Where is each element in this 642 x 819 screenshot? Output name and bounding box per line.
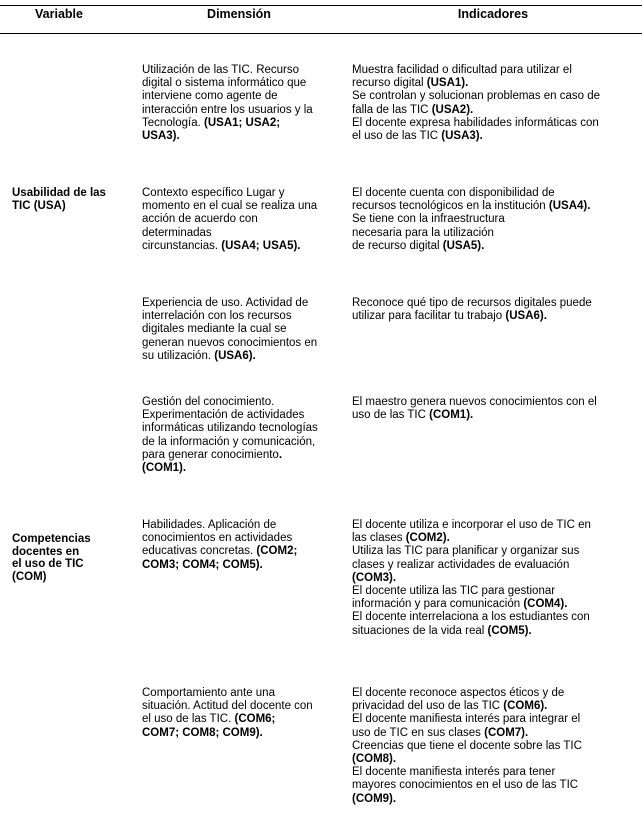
cell-line [352,713,634,726]
cell-line [142,687,336,700]
cell-text: de recurso digital [352,239,443,252]
indicator-cell [352,396,634,422]
dimension-cell [142,187,336,253]
cell-text: privacidad del uso de las TIC [352,700,504,713]
cell-line [352,559,634,572]
cell-line [142,200,336,213]
cell-text: El docente manifiesta interés para integrar el [352,713,581,726]
code-reference: COM7; COM8; COM9). [142,726,263,739]
cell-line [142,519,336,532]
cell-text: situaciones de la vida real [352,624,488,637]
cell-text: uso de las TIC [352,409,430,422]
dimension-cell [142,297,336,363]
variable-label-line: TIC (USA) [12,199,66,212]
cell-text: Utiliza las TIC para planificar y organizar sus [352,545,580,558]
indicator-cell [352,187,634,253]
indicator-cell [352,687,634,806]
code-reference: (USA1). [426,77,469,90]
cell-line [142,310,336,323]
cell-text: educativas concretas. [142,545,257,558]
cell-line [142,396,336,409]
cell-line [142,90,336,103]
cell-line [352,240,634,253]
code-reference: (USA6). [505,310,547,323]
cell-line [352,187,634,200]
code-reference: (USA4). [548,200,591,213]
dimension-cell [142,687,336,740]
cell-text: El maestro genera nuevos conocimientos con el [352,396,597,408]
cell-line [352,779,634,792]
cell-line [352,297,634,310]
cell-line [352,572,634,585]
cell-line [142,297,336,310]
cell-text: interacción entre los usuarios y la [142,103,313,116]
variable-label-line: (COM) [12,570,47,583]
variable-label-line: Usabilidad de las [12,187,106,199]
code-reference: (COM2). [405,532,450,545]
cell-line [142,545,336,558]
dimension-cell [142,396,336,475]
dimension-cell [142,64,336,143]
cell-text: falla de las TIC [352,103,432,116]
cell-text: digitales mediante la cual se [142,323,287,336]
variable-label-line: docentes en [12,545,80,558]
cell-text: El docente reconoce aspectos éticos y de [352,687,565,699]
code-reference: . [278,448,283,461]
cell-line [142,559,336,572]
cell-line [142,323,336,336]
code-reference: (COM1). [142,462,187,475]
cell-line [352,625,634,638]
code-reference: (USA6). [214,349,256,362]
code-reference: (COM3). [352,571,397,584]
cell-text: circunstancias. [142,239,222,252]
cell-text: Experimentación de actividades [142,409,305,422]
cell-line [352,611,634,624]
cell-line [142,227,336,240]
cell-text: digital o sistema informático que [142,77,307,90]
cell-text: de la información y comunicación, [142,435,316,448]
cell-text: Se tiene con la infraestructura [352,213,505,226]
cell-line [352,396,634,409]
cell-line [142,77,336,90]
cell-text: Se controlan y solucionan problemas en caso de [352,90,601,103]
cell-text: Habilidades. Aplicación de [142,519,277,531]
cell-line [352,64,634,77]
code-reference: (COM1). [429,409,474,422]
cell-line [352,130,634,143]
variable-com [12,533,122,583]
cell-line [352,200,634,213]
cell-line [352,104,634,117]
cell-line [142,350,336,363]
cell-text: el uso de las TIC. [142,713,235,726]
cell-text: El docente utiliza e incorporar el uso de TIC en [352,519,591,531]
cell-text: Comportamiento ante una [142,687,275,699]
cell-line [352,545,634,558]
cell-line [142,713,336,726]
cell-text: las clases [352,532,406,545]
code-reference: (COM6; [234,713,276,726]
cell-text: Muestra facilidad o dificultad para utilizar el [352,64,572,76]
cell-text: determinadas [142,226,212,239]
cell-text: Tecnología. [142,116,205,129]
cell-line [352,753,634,766]
cell-text: Utilización de las TIC. Recurso [142,64,300,76]
variable-label-line: Competencias [12,533,91,545]
cell-text: El docente interrelaciona a los estudiantes con [352,611,590,624]
cell-text: información y para comunicación [352,598,524,611]
cell-line [142,409,336,422]
cell-line [142,532,336,545]
cell-text: El docente utiliza las TIC para gestionar [352,585,556,598]
cell-text: su utilización. [142,349,215,362]
cell-text: utilizar para facilitar tu trabajo [352,310,506,323]
cell-text: clases y realizar actividades de evaluación [352,558,570,571]
code-reference: (USA4; USA5). [221,239,301,252]
variable-label-line: el uso de TIC [12,558,84,570]
indicator-cell [352,297,634,323]
cell-text: Contexto específico Lugar y [142,187,285,199]
cell-line [352,90,634,103]
cell-line [352,409,634,422]
cell-text: Creencias que tiene el docente sobre las TIC [352,739,582,752]
cell-text: recurso digital [352,77,427,90]
indicator-cell [352,64,634,143]
cell-line [352,213,634,226]
code-reference: USA3). [142,130,180,143]
cell-line [352,310,634,323]
code-reference: (USA3). [441,130,483,143]
cell-line [352,227,634,240]
cell-line [142,449,336,462]
cell-line [352,700,634,713]
cell-line [352,766,634,779]
cell-line [352,740,634,753]
cell-line [352,727,634,740]
code-reference: (USA5). [442,239,485,252]
header-indicators: Indicadores [457,7,529,21]
cell-line [352,532,634,545]
code-reference: (USA2). [431,103,474,116]
indicator-cell [352,519,634,638]
code-reference: (COM8). [352,753,397,766]
cell-text: mayores conocimientos en el uso de las TIC [352,779,579,792]
cell-line [352,585,634,598]
cell-text: uso de TIC en sus clases [352,726,485,739]
code-reference: (COM2; [256,545,298,558]
cell-line [142,104,336,117]
cell-text: Gestión del conocimiento. [142,396,275,408]
code-reference: (USA1; USA2; [204,116,281,129]
header-rule [0,33,642,34]
cell-text: Experiencia de uso. Actividad de [142,297,309,309]
code-reference: (COM4). [523,598,568,611]
cell-line [352,598,634,611]
top-rule [0,5,642,6]
dimension-cell [142,519,336,572]
cell-text: generan nuevos conocimientos en [142,336,318,349]
cell-line [352,687,634,700]
cell-line [352,77,634,90]
cell-line [142,337,336,350]
cell-line [142,117,336,130]
cell-text: el uso de las TIC [352,130,442,143]
cell-line [142,187,336,200]
cell-line [352,793,634,806]
header-dimension: Dimensión [207,7,271,21]
cell-text: interviene como agente de [142,90,278,103]
cell-line [142,130,336,143]
cell-text: El docente expresa habilidades informáticas con [352,116,599,129]
code-reference: (COM7). [484,726,529,739]
cell-line [142,436,336,449]
cell-line [142,64,336,77]
cell-text: momento en el cual se realiza una [142,200,318,213]
cell-line [142,240,336,253]
cell-text: El docente manifiesta interés para tener [352,766,556,779]
cell-text: interrelación con los recursos [142,310,292,323]
header-variable: Variable [35,7,83,21]
cell-text: recursos tecnológicos en la institución [352,200,549,213]
variable-usa [12,187,122,212]
cell-line [142,462,336,475]
cell-text: Reconoce qué tipo de recursos digitales puede [352,297,592,309]
cell-line [142,422,336,435]
cell-text: situación. Actitud del docente con [142,700,313,713]
cell-text: conocimientos en actividades [142,532,293,545]
cell-text: para generar conocimiento [142,448,279,461]
cell-text: acción de acuerdo con [142,213,258,226]
code-reference: (COM6). [503,700,548,713]
code-reference: (COM5). [487,624,532,637]
cell-line [142,213,336,226]
code-reference: COM3; COM4; COM5). [142,558,263,571]
code-reference: (COM9). [352,792,397,805]
cell-line [142,727,336,740]
cell-line [142,700,336,713]
cell-line [352,117,634,130]
cell-text: El docente cuenta con disponibilidad de [352,187,555,199]
cell-line [352,519,634,532]
cell-text: necesaria para la utilización [352,226,494,239]
cell-text: informáticas utilizando tecnologías [142,422,318,435]
